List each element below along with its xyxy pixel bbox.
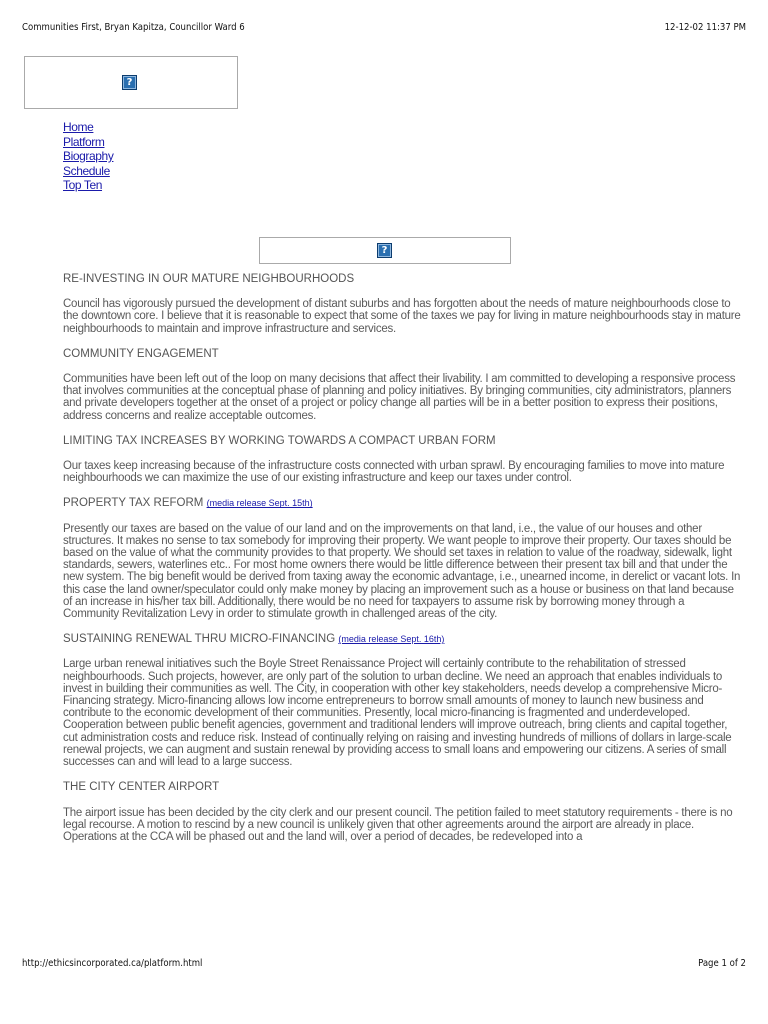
media-release-link[interactable]: (media release Sept. 16th) xyxy=(338,634,445,645)
nav-link-home[interactable]: Home xyxy=(63,120,94,134)
media-release-link[interactable]: (media release Sept. 15th) xyxy=(206,498,313,509)
section-heading: RE-INVESTING IN OUR MATURE NEIGHBOURHOODS xyxy=(63,273,355,285)
missing-image-icon: ? xyxy=(122,75,137,90)
missing-image-icon: ? xyxy=(377,243,392,258)
section-body: Large urban renewal initiatives such the Boyle Street Renaissance Project will certainly contribute to the rehabilitation of stressed neighbourhoods. Such projects, however, are only part of the solution to urban decline. We need an approach that enables individuals to invest in building their communities as well. The City, in cooperation with other key stakeholders, needs develop a comprehensive Micro-Financing strategy. Micro-financing allows low income entrepreneurs to borrow small amounts of money to launch new business and contribute to the economic development of their communities. Presently, local micro-financing is fragmented and underdeveloped. Cooperation between public benefit agencies, government and traditional lenders will improve outreach, bring clients and capital together, cut administration costs and reduce risk. Instead of continually relying on raising and investing hundreds of millions of dollars in large-scale renewal projects, we can augment and sustain renewal by providing access to small loans and empowering our citizens. A series of small successes can and will lead to a large success. xyxy=(63,658,732,769)
section-body: Communities have been left out of the loop on many decisions that affect their livability. I am committed to developing a responsive process that involves communities at the conceptual phase of planning and policy initiatives. By bringing communities, city administrators, planners and private developers together at the onset of a project or policy change all parties will be in a better position to express their positions, address concerns and realize acceptable outcomes. xyxy=(63,373,736,422)
section-heading: SUSTAINING RENEWAL THRU MICRO-FINANCING (media release Sept. 16th) xyxy=(63,633,445,646)
print-footer-page: Page 1 of 2 xyxy=(698,958,746,969)
banner-image-placeholder xyxy=(259,237,511,264)
nav-link-biography[interactable]: Biography xyxy=(63,149,114,163)
section-heading: COMMUNITY ENGAGEMENT xyxy=(63,347,219,360)
print-footer-url: http://ethicsincorporated.ca/platform.html xyxy=(22,958,203,969)
nav-link-schedule[interactable]: Schedule xyxy=(63,163,110,178)
section-heading: PROPERTY TAX REFORM (media release Sept. 15th) xyxy=(63,497,313,510)
section-body: Presently our taxes are based on the value of our land and on the improvements on that land, i.e., the value of our houses and other structures. It makes no sense to tax somebody for improving their property. We want people to improve their property. Our taxes should be based on the value of what the community provides to that property. We should set taxes in relation to value of the roadway, sidewalk, light standards, sewers, waterlines etc.. For most home owners there would be little difference between their present tax bill and that under the new system. The big benefit would be derived from taxing away the economic advantage, i.e., unearned income, in derelict or vacant lots. In this case the land owner/speculator could only make money by placing an improvement such as a house or business on that land because of an increase in his/her tax bill. Additionally, there would be no need for taxpayers to assume risk by borrowing money through a Community Revitalization Levy in order to stimulate growth in challenged areas of the city. xyxy=(63,522,741,621)
section-body: The airport issue has been decided by the city clerk and our present council. The petition failed to meet statutory requirements - there is no legal recourse. A motion to rescind by a new council is unlikely given that other agreements around the airport are already in place. Operations at the CCA will be phased out and the land will, over a period of decades, be redeveloped into a xyxy=(63,806,733,843)
print-header-datetime: 12-12-02 11:37 PM xyxy=(664,22,746,33)
section-heading: THE CITY CENTER AIRPORT xyxy=(63,781,220,794)
nav-link-top-ten[interactable]: Top Ten xyxy=(63,178,103,192)
header-image-placeholder xyxy=(24,56,238,109)
nav-link-platform[interactable]: Platform xyxy=(63,134,105,149)
site-nav xyxy=(63,120,113,193)
section-heading: LIMITING TAX INCREASES BY WORKING TOWARDS A COMPACT URBAN FORM xyxy=(63,434,496,447)
section-body: Our taxes keep increasing because of the infrastructure costs connected with urban sprawl. By encouraging families to move into mature neighbourhoods we can maximize the use of our existing infrastructure and keep our taxes under control. xyxy=(63,460,725,485)
section-body: Council has vigorously pursued the development of distant suburbs and has forgotten about the needs of mature neighbourhoods close to the downtown core. I believe that it is reasonable to expect that some of the taxes we pay for living in mature neighbourhoods stay in mature neighbourhoods to maintain and improve infrastructure and services. xyxy=(63,298,741,335)
platform-content xyxy=(63,273,743,856)
print-header-title: Communities First, Bryan Kapitza, Councillor Ward 6 xyxy=(22,22,245,33)
